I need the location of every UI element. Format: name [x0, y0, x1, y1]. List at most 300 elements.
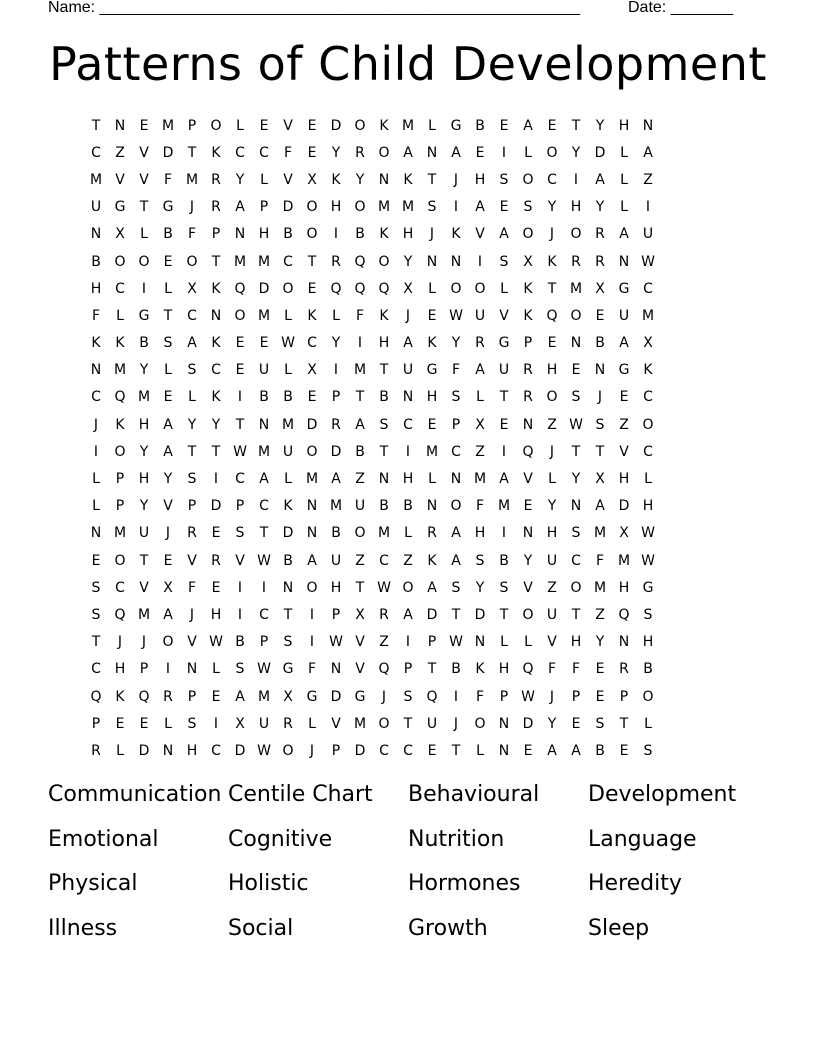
- grid-letter: X: [163, 579, 173, 596]
- grid-letter: L: [524, 144, 532, 161]
- grid-letter: C: [259, 144, 269, 161]
- grid-letter: S: [499, 171, 509, 188]
- grid-letter: B: [139, 335, 149, 352]
- grid-letter: S: [91, 606, 101, 623]
- grid-letter: O: [306, 579, 318, 596]
- grid-letter: Y: [475, 579, 485, 596]
- grid-letter: O: [570, 579, 582, 596]
- grid-letter: W: [569, 416, 583, 433]
- grid-letter: B: [355, 443, 365, 460]
- grid-letter: L: [620, 171, 628, 188]
- grid-row: [84, 737, 732, 764]
- grid-letter: F: [307, 661, 317, 678]
- grid-letter: I: [93, 443, 99, 460]
- grid-letter: B: [451, 661, 461, 678]
- grid-letter: O: [642, 688, 654, 705]
- grid-letter: W: [257, 552, 271, 569]
- grid-letter: W: [377, 579, 391, 596]
- grid-letter: P: [451, 416, 461, 433]
- grid-letter: U: [330, 552, 342, 569]
- grid-letter: Y: [139, 362, 149, 379]
- grid-letter: U: [426, 715, 438, 732]
- grid-letter: D: [210, 498, 222, 515]
- grid-letter: K: [379, 117, 389, 134]
- grid-letter: J: [381, 688, 387, 705]
- grid-letter: E: [91, 552, 101, 569]
- grid-letter: A: [163, 443, 173, 460]
- grid-letter: Z: [379, 634, 389, 651]
- grid-letter: E: [475, 144, 485, 161]
- grid-letter: R: [91, 742, 101, 759]
- grid-letter: X: [283, 688, 293, 705]
- grid-letter: T: [139, 199, 149, 216]
- grid-letter: T: [595, 443, 605, 460]
- grid-letter: C: [235, 471, 245, 488]
- grid-letter: N: [570, 335, 582, 352]
- grid-letter: I: [237, 606, 243, 623]
- grid-letter: X: [523, 253, 533, 270]
- grid-letter: T: [355, 389, 365, 406]
- grid-letter: R: [427, 525, 437, 542]
- grid-letter: T: [451, 742, 461, 759]
- grid-letter: T: [379, 443, 389, 460]
- grid-letter: E: [595, 688, 605, 705]
- grid-letter: A: [163, 606, 173, 623]
- grid-letter: T: [163, 307, 173, 324]
- grid-letter: O: [378, 144, 390, 161]
- grid-letter: S: [475, 552, 485, 569]
- grid-letter: D: [258, 280, 270, 297]
- grid-letter: B: [283, 226, 293, 243]
- grid-letter: D: [162, 144, 174, 161]
- grid-letter: O: [402, 579, 414, 596]
- grid-letter: K: [331, 171, 341, 188]
- grid-letter: T: [139, 552, 149, 569]
- grid-letter: Q: [114, 389, 126, 406]
- grid-letter: R: [595, 253, 605, 270]
- word-list-item: Holistic: [228, 871, 309, 897]
- grid-letter: Y: [331, 144, 341, 161]
- grid-letter: I: [237, 579, 243, 596]
- word-list-item: Cognitive: [228, 826, 333, 852]
- grid-letter: Y: [571, 144, 581, 161]
- grid-letter: G: [282, 661, 294, 678]
- grid-letter: M: [593, 579, 607, 596]
- grid-letter: L: [500, 280, 508, 297]
- grid-letter: V: [355, 634, 365, 651]
- grid-letter: T: [427, 661, 437, 678]
- grid-letter: N: [618, 253, 630, 270]
- grid-letter: U: [258, 715, 270, 732]
- grid-letter: F: [355, 307, 365, 324]
- grid-letter: E: [235, 335, 245, 352]
- grid-letter: S: [595, 416, 605, 433]
- grid-letter: U: [498, 362, 510, 379]
- grid-letter: R: [211, 171, 221, 188]
- grid-letter: A: [595, 498, 605, 515]
- grid-letter: M: [281, 416, 295, 433]
- grid-letter: N: [114, 117, 126, 134]
- word-list-item: Growth: [408, 916, 488, 942]
- grid-letter: M: [161, 117, 175, 134]
- grid-letter: K: [91, 335, 101, 352]
- grid-letter: K: [379, 226, 389, 243]
- grid-letter: A: [619, 226, 629, 243]
- grid-letter: P: [139, 661, 149, 678]
- grid-letter: I: [477, 253, 483, 270]
- grid-letter: M: [593, 525, 607, 542]
- grid-letter: T: [307, 253, 317, 270]
- grid-letter: T: [571, 117, 581, 134]
- grid-letter: K: [643, 362, 653, 379]
- grid-letter: K: [211, 144, 221, 161]
- grid-letter: C: [235, 144, 245, 161]
- grid-letter: V: [523, 471, 533, 488]
- grid-letter: L: [476, 742, 484, 759]
- grid-letter: Y: [139, 443, 149, 460]
- grid-letter: M: [401, 117, 415, 134]
- grid-letter: D: [354, 742, 366, 759]
- grid-letter: P: [187, 688, 197, 705]
- grid-letter: P: [187, 498, 197, 515]
- grid-letter: M: [353, 362, 367, 379]
- grid-letter: A: [331, 471, 341, 488]
- grid-letter: J: [549, 443, 555, 460]
- grid-letter: L: [116, 742, 124, 759]
- grid-letter: O: [354, 525, 366, 542]
- grid-letter: G: [426, 362, 438, 379]
- grid-letter: K: [379, 307, 389, 324]
- grid-letter: H: [642, 498, 654, 515]
- grid-letter: T: [235, 416, 245, 433]
- grid-letter: N: [594, 362, 606, 379]
- grid-letter: B: [259, 389, 269, 406]
- grid-letter: W: [257, 742, 271, 759]
- grid-letter: J: [597, 389, 603, 406]
- grid-letter: X: [403, 280, 413, 297]
- grid-letter: C: [187, 307, 197, 324]
- grid-letter: A: [307, 552, 317, 569]
- grid-letter: L: [548, 471, 556, 488]
- grid-letter: F: [547, 661, 557, 678]
- grid-letter: V: [163, 498, 173, 515]
- grid-letter: P: [523, 335, 533, 352]
- grid-letter: H: [546, 362, 558, 379]
- grid-letter: S: [235, 525, 245, 542]
- grid-letter: E: [547, 117, 557, 134]
- grid-letter: W: [449, 307, 463, 324]
- grid-row: [84, 139, 732, 166]
- grid-letter: M: [257, 688, 271, 705]
- grid-letter: H: [186, 742, 198, 759]
- grid-letter: K: [307, 307, 317, 324]
- grid-letter: B: [331, 525, 341, 542]
- grid-letter: Y: [547, 199, 557, 216]
- grid-letter: P: [259, 199, 269, 216]
- grid-letter: W: [329, 634, 343, 651]
- grid-letter: S: [163, 335, 173, 352]
- grid-letter: Y: [595, 199, 605, 216]
- grid-letter: Z: [403, 552, 413, 569]
- grid-letter: C: [403, 742, 413, 759]
- grid-letter: M: [185, 171, 199, 188]
- grid-letter: J: [189, 606, 195, 623]
- grid-letter: C: [379, 552, 389, 569]
- grid-letter: A: [163, 416, 173, 433]
- grid-letter: S: [187, 715, 197, 732]
- grid-letter: X: [187, 280, 197, 297]
- grid-letter: D: [426, 606, 438, 623]
- grid-letter: Q: [426, 688, 438, 705]
- grid-letter: Y: [235, 171, 245, 188]
- grid-letter: X: [115, 226, 125, 243]
- grid-letter: B: [355, 226, 365, 243]
- grid-letter: B: [595, 335, 605, 352]
- grid-letter: C: [643, 280, 653, 297]
- grid-letter: P: [115, 498, 125, 515]
- grid-letter: G: [162, 199, 174, 216]
- grid-letter: G: [642, 579, 654, 596]
- grid-letter: L: [476, 389, 484, 406]
- grid-letter: N: [258, 416, 270, 433]
- grid-letter: J: [453, 171, 459, 188]
- grid-letter: V: [187, 552, 197, 569]
- grid-letter: K: [547, 253, 557, 270]
- grid-letter: K: [403, 171, 413, 188]
- grid-letter: S: [187, 471, 197, 488]
- grid-letter: H: [90, 280, 102, 297]
- grid-letter: T: [355, 579, 365, 596]
- grid-letter: E: [571, 362, 581, 379]
- word-list-item: Physical: [48, 871, 138, 897]
- grid-letter: K: [427, 552, 437, 569]
- grid-letter: A: [499, 471, 509, 488]
- grid-letter: G: [450, 117, 462, 134]
- grid-row: [84, 112, 732, 139]
- grid-letter: N: [330, 661, 342, 678]
- grid-letter: D: [522, 715, 534, 732]
- grid-letter: S: [403, 688, 413, 705]
- grid-row: [84, 411, 732, 438]
- grid-letter: R: [163, 688, 173, 705]
- grid-letter: G: [114, 199, 126, 216]
- grid-letter: E: [619, 742, 629, 759]
- grid-letter: S: [643, 742, 653, 759]
- grid-letter: E: [115, 715, 125, 732]
- grid-letter: L: [332, 307, 340, 324]
- grid-letter: M: [137, 606, 151, 623]
- grid-letter: L: [140, 226, 148, 243]
- grid-letter: M: [257, 443, 271, 460]
- grid-letter: I: [213, 715, 219, 732]
- grid-letter: L: [284, 362, 292, 379]
- grid-letter: F: [475, 688, 485, 705]
- grid-letter: N: [210, 307, 222, 324]
- grid-letter: D: [618, 498, 630, 515]
- grid-letter: H: [138, 471, 150, 488]
- grid-letter: I: [501, 144, 507, 161]
- grid-letter: J: [405, 307, 411, 324]
- grid-letter: O: [234, 307, 246, 324]
- grid-letter: O: [114, 552, 126, 569]
- grid-letter: U: [90, 199, 102, 216]
- grid-letter: E: [523, 742, 533, 759]
- grid-letter: V: [523, 579, 533, 596]
- grid-letter: C: [403, 416, 413, 433]
- grid-row: [84, 493, 732, 520]
- grid-letter: C: [211, 742, 221, 759]
- grid-letter: M: [617, 552, 631, 569]
- grid-letter: I: [405, 443, 411, 460]
- grid-letter: D: [330, 443, 342, 460]
- grid-letter: O: [570, 307, 582, 324]
- grid-letter: M: [425, 443, 439, 460]
- grid-letter: L: [188, 389, 196, 406]
- grid-letter: E: [163, 552, 173, 569]
- grid-letter: Z: [547, 416, 557, 433]
- grid-letter: F: [475, 498, 485, 515]
- grid-letter: O: [522, 171, 534, 188]
- grid-letter: I: [357, 335, 363, 352]
- grid-letter: M: [401, 199, 415, 216]
- grid-letter: E: [571, 715, 581, 732]
- grid-letter: R: [595, 226, 605, 243]
- grid-letter: A: [259, 471, 269, 488]
- grid-letter: R: [355, 144, 365, 161]
- grid-letter: M: [353, 715, 367, 732]
- grid-letter: O: [354, 199, 366, 216]
- grid-letter: V: [499, 307, 509, 324]
- grid-letter: S: [283, 634, 293, 651]
- grid-letter: G: [498, 335, 510, 352]
- grid-letter: S: [427, 199, 437, 216]
- grid-letter: S: [235, 661, 245, 678]
- grid-letter: L: [428, 280, 436, 297]
- grid-letter: L: [92, 498, 100, 515]
- grid-letter: T: [499, 389, 509, 406]
- grid-row: [84, 547, 732, 574]
- grid-letter: J: [453, 715, 459, 732]
- grid-letter: V: [139, 144, 149, 161]
- grid-letter: L: [644, 471, 652, 488]
- grid-letter: Q: [378, 280, 390, 297]
- grid-letter: K: [115, 688, 125, 705]
- grid-letter: A: [427, 579, 437, 596]
- grid-letter: U: [546, 606, 558, 623]
- grid-letter: N: [90, 525, 102, 542]
- grid-letter: V: [115, 171, 125, 188]
- grid-letter: B: [403, 498, 413, 515]
- grid-letter: L: [524, 634, 532, 651]
- grid-letter: C: [91, 144, 101, 161]
- grid-letter: J: [309, 742, 315, 759]
- grid-letter: W: [233, 443, 247, 460]
- word-list-item: Development: [588, 782, 737, 807]
- grid-letter: C: [571, 552, 581, 569]
- word-list-item: Communication: [48, 782, 222, 807]
- grid-letter: H: [546, 525, 558, 542]
- word-list-item: Heredity: [588, 871, 682, 897]
- grid-letter: Y: [403, 253, 413, 270]
- grid-letter: T: [451, 606, 461, 623]
- grid-letter: T: [211, 443, 221, 460]
- grid-letter: W: [257, 661, 271, 678]
- grid-letter: O: [306, 443, 318, 460]
- grid-letter: K: [211, 389, 221, 406]
- grid-letter: E: [211, 525, 221, 542]
- grid-letter: R: [283, 715, 293, 732]
- grid-letter: Q: [114, 606, 126, 623]
- grid-letter: F: [283, 144, 293, 161]
- grid-letter: K: [115, 335, 125, 352]
- grid-letter: X: [235, 715, 245, 732]
- grid-letter: Y: [211, 416, 221, 433]
- grid-letter: J: [549, 226, 555, 243]
- grid-letter: K: [427, 335, 437, 352]
- grid-letter: O: [354, 117, 366, 134]
- grid-letter: N: [378, 171, 390, 188]
- grid-letter: B: [475, 117, 485, 134]
- grid-letter: O: [570, 226, 582, 243]
- grid-letter: A: [403, 144, 413, 161]
- grid-letter: O: [522, 226, 534, 243]
- grid-letter: L: [308, 715, 316, 732]
- grid-letter: Q: [618, 606, 630, 623]
- grid-letter: X: [355, 606, 365, 623]
- word-list-item: Nutrition: [408, 826, 505, 852]
- grid-letter: E: [163, 253, 173, 270]
- grid-letter: P: [115, 471, 125, 488]
- grid-letter: Q: [378, 661, 390, 678]
- grid-row: [84, 683, 732, 710]
- grid-letter: I: [501, 525, 507, 542]
- grid-letter: D: [282, 525, 294, 542]
- grid-letter: B: [379, 498, 389, 515]
- grid-letter: R: [211, 552, 221, 569]
- grid-letter: O: [378, 715, 390, 732]
- grid-letter: H: [642, 634, 654, 651]
- grid-letter: H: [114, 661, 126, 678]
- date-field: Date: _______: [628, 0, 733, 16]
- grid-letter: N: [234, 226, 246, 243]
- grid-row: [84, 574, 732, 601]
- grid-letter: C: [547, 171, 557, 188]
- grid-letter: K: [475, 661, 485, 678]
- grid-letter: Q: [138, 688, 150, 705]
- grid-letter: H: [426, 389, 438, 406]
- grid-letter: S: [187, 362, 197, 379]
- grid-letter: D: [234, 742, 246, 759]
- grid-row: [84, 166, 732, 193]
- grid-letter: N: [402, 389, 414, 406]
- grid-letter: N: [90, 226, 102, 243]
- grid-letter: M: [377, 199, 391, 216]
- grid-letter: O: [186, 253, 198, 270]
- grid-letter: E: [307, 389, 317, 406]
- grid-letter: B: [379, 389, 389, 406]
- grid-letter: A: [355, 416, 365, 433]
- grid-letter: J: [429, 226, 435, 243]
- grid-letter: K: [451, 226, 461, 243]
- grid-letter: D: [594, 144, 606, 161]
- grid-letter: O: [474, 280, 486, 297]
- word-list-item: Behavioural: [408, 782, 540, 807]
- grid-letter: M: [641, 307, 655, 324]
- grid-letter: I: [309, 634, 315, 651]
- grid-letter: S: [571, 389, 581, 406]
- grid-letter: Y: [571, 471, 581, 488]
- page-title: Patterns of Child Development: [49, 37, 767, 91]
